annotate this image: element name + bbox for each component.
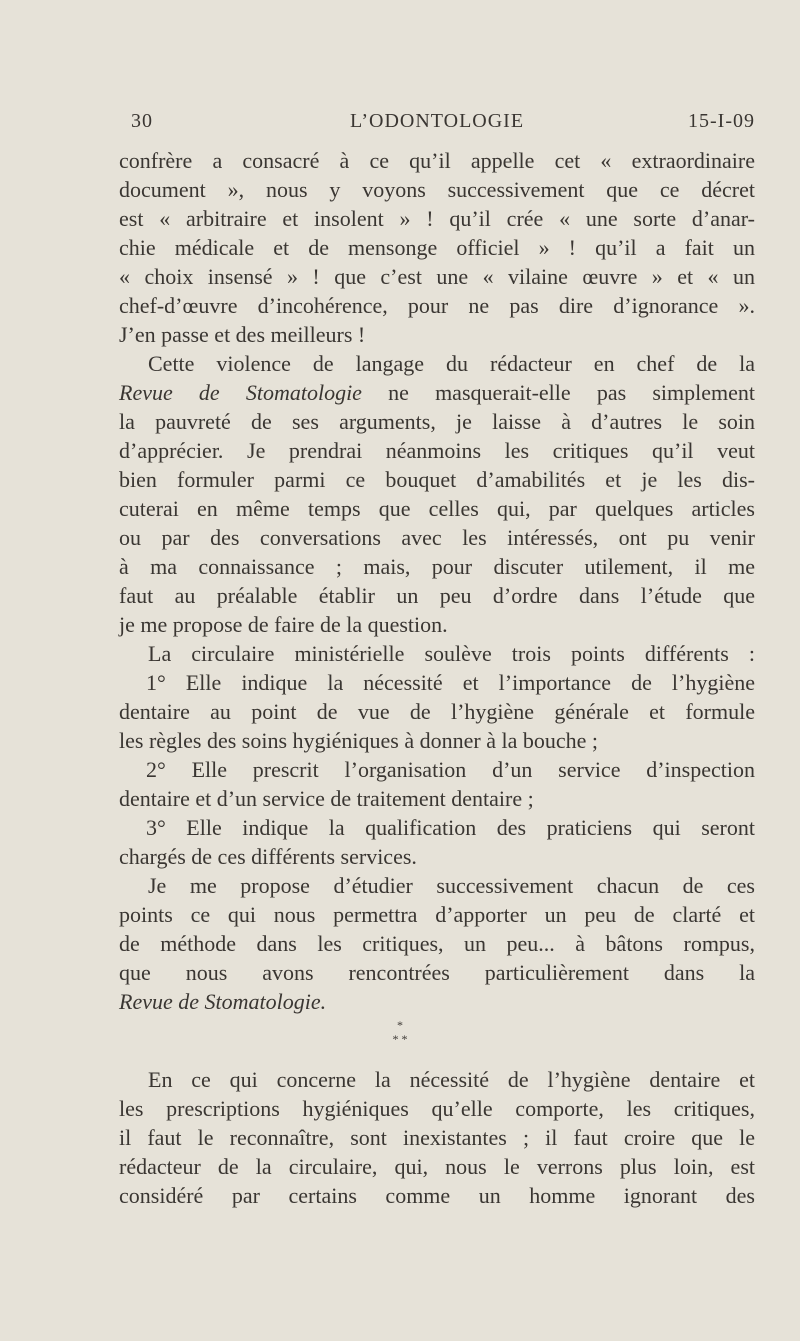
text-line: points ce qui nous permettra d’apporter un peu de clarté et xyxy=(119,902,755,927)
text-line: d’apprécier. Je prendrai néanmoins les critiques qu’il veut xyxy=(119,438,755,463)
text-line xyxy=(119,378,755,408)
list-item-2: 2° Elle prescrit l’organisation d’un service d’inspection xyxy=(146,757,755,782)
text-line: chie médicale et de mensonge officiel » ! qu’il a fait un xyxy=(119,235,755,260)
page-number: 30 xyxy=(131,110,153,132)
text-line: la pauvreté de ses arguments, je laisse à d’autres le soin xyxy=(119,409,755,434)
running-header xyxy=(119,110,755,140)
text-line: rédacteur de la circulaire, qui, nous le verrons plus loin, est xyxy=(119,1154,755,1179)
journal-reference: Revue de Stomatologie xyxy=(119,380,362,405)
text-line: de méthode dans les critiques, un peu... à bâtons rompus, xyxy=(119,931,755,956)
list-item-3: 3° Elle indique la qualification des praticiens qui seront xyxy=(146,815,755,840)
text-line: La circulaire ministérielle soulève trois points différents : xyxy=(148,641,755,666)
text-line: « choix insensé » ! que c’est une « vilaine œuvre » et « un xyxy=(119,264,755,289)
text-line: il faut le reconnaître, sont inexistantes ; il faut croire que le xyxy=(119,1125,755,1150)
text-line: dentaire au point de vue de l’hygiène générale et formule xyxy=(119,699,755,724)
text-line: est « arbitraire et insolent » ! qu’il crée « une sorte d’anar- xyxy=(119,206,755,231)
text-line: Je me propose d’étudier successivement chacun de ces xyxy=(148,873,755,898)
text-line: faut au préalable établir un peu d’ordre dans l’étude que xyxy=(119,583,755,608)
text-line: dentaire et d’un service de traitement dentaire ; xyxy=(119,786,534,811)
text-line: cuterai en même temps que celles qui, par quelques articles xyxy=(119,496,755,521)
text-line: les prescriptions hygiéniques qu’elle comporte, les critiques, xyxy=(119,1096,755,1121)
text-line: En ce qui concerne la nécessité de l’hygiène dentaire et xyxy=(148,1067,755,1092)
text-line: chef-d’œuvre d’incohérence, pour ne pas dire d’ignorance ». xyxy=(119,293,755,318)
text-line: ou par des conversations avec les intéressés, ont pu venir xyxy=(119,525,755,550)
issue-date: 15-I-09 xyxy=(688,110,755,132)
text-line: bien formuler parmi ce bouquet d’amabilités et je les dis- xyxy=(119,467,755,492)
text-span: ne masquerait-elle pas simplement xyxy=(361,380,755,405)
text-line: document », nous y voyons successivement que ce décret xyxy=(119,177,755,202)
text-line: à ma connaissance ; mais, pour discuter utilement, il me xyxy=(119,554,755,579)
text-line: Cette violence de langage du rédacteur en chef de la xyxy=(148,351,755,376)
text-line xyxy=(119,987,755,1017)
text-line: que nous avons rencontrées particulièrement dans la xyxy=(119,960,755,985)
text-line: chargés de ces différents services. xyxy=(119,844,417,869)
text-line: J’en passe et des meilleurs ! xyxy=(119,322,366,347)
journal-reference: Revue de Stomatologie. xyxy=(119,989,327,1014)
journal-title: L’ODONTOLOGIE xyxy=(349,110,525,132)
list-item-1: 1° Elle indique la nécessité et l’importance de l’hygiène xyxy=(146,670,755,695)
section-separator-bottom: * * xyxy=(392,1032,408,1046)
text-line: confrère a consacré à ce qu’il appelle cet « extraordinaire xyxy=(119,148,755,173)
text-line: je me propose de faire de la question. xyxy=(119,612,448,637)
section-separator-top: * xyxy=(397,1018,403,1032)
text-line: considéré par certains comme un homme ignorant des xyxy=(119,1183,755,1208)
text-line: les règles des soins hygiéniques à donner à la bouche ; xyxy=(119,728,598,753)
